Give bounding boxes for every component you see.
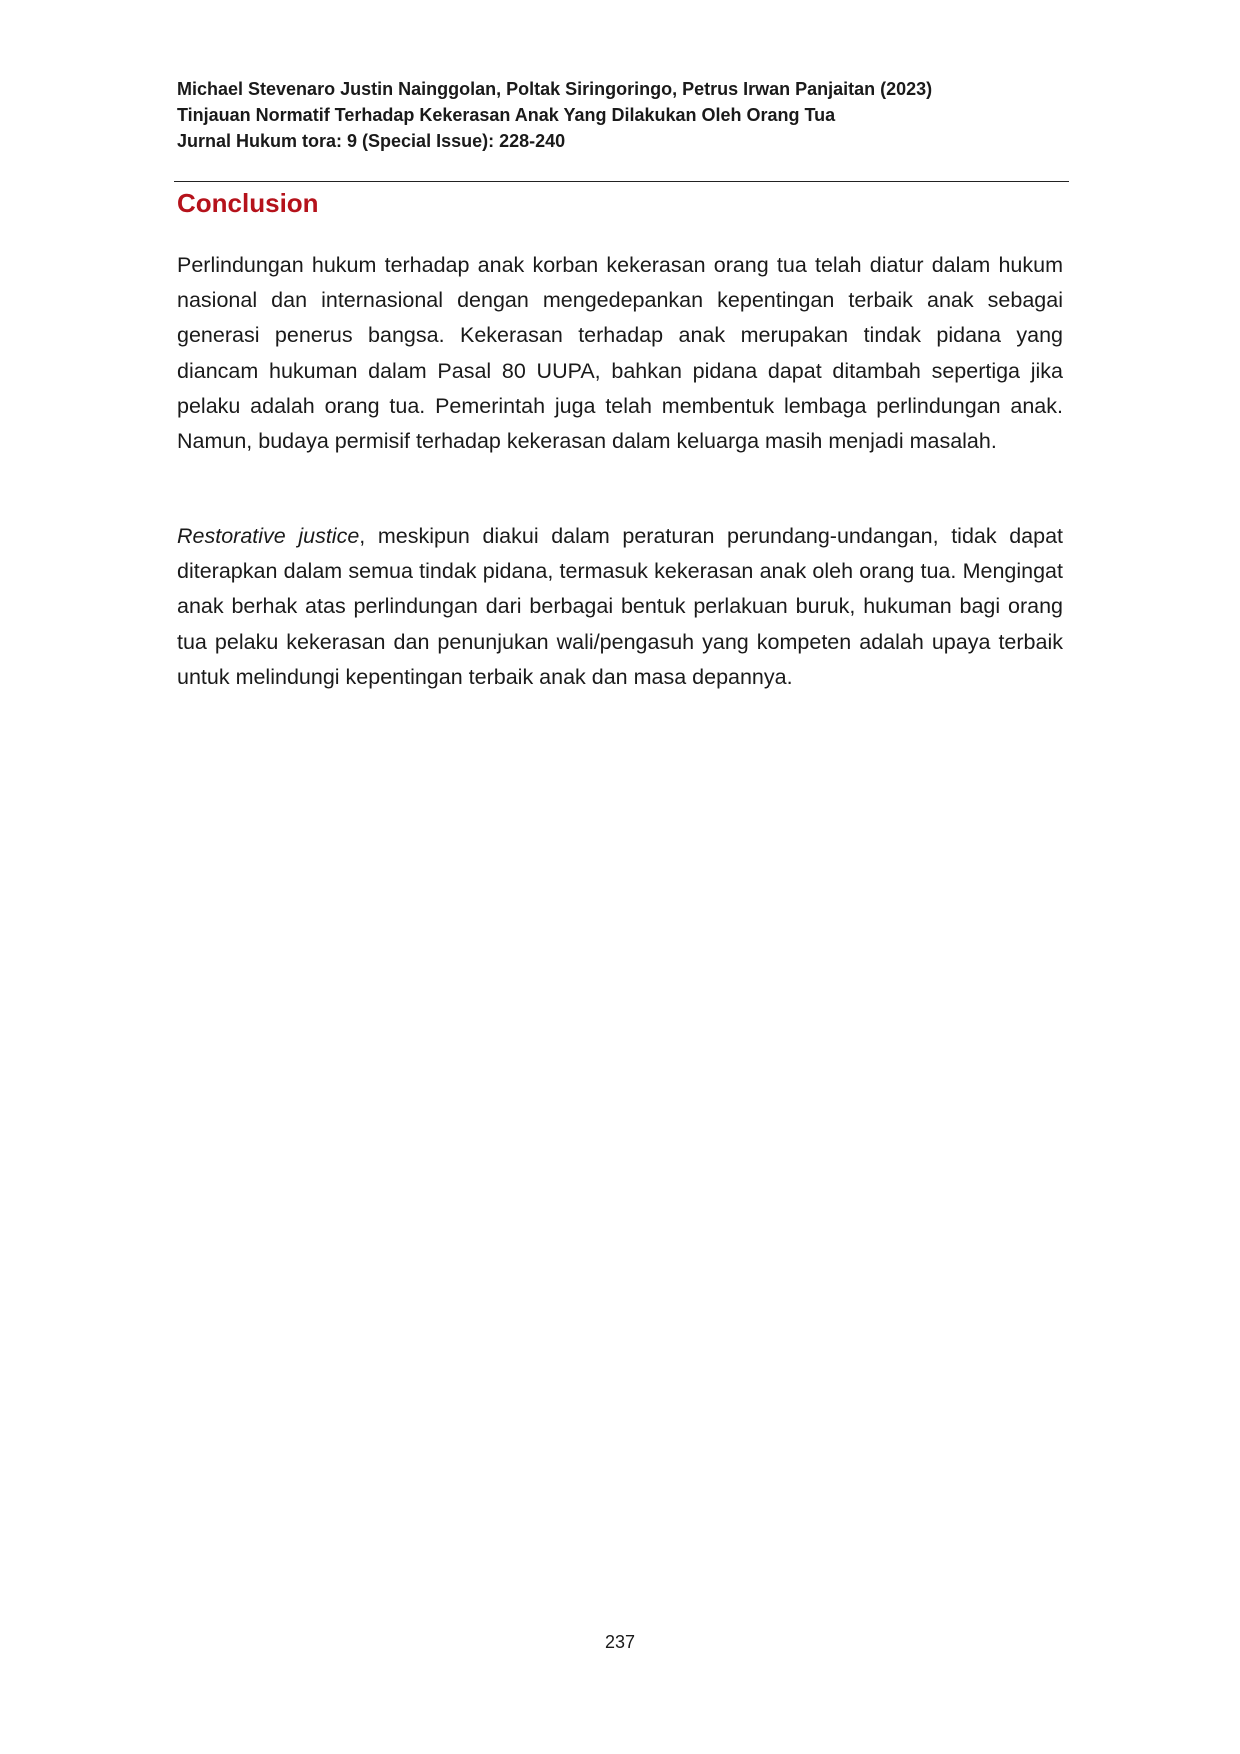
conclusion-paragraph-2 — [177, 519, 1063, 695]
conclusion-paragraph-1: Perlindungan hukum terhadap anak korban kekerasan orang tua telah diatur dalam hukum nasional dan internasional dengan mengedepankan kepentingan terbaik anak sebagai generasi penerus bangsa. Kekerasan terhadap anak merupakan tindak pidana yang diancam hukuman dalam Pasal 80 UUPA, bahkan pidana dapat ditambah sepertiga jika pelaku adalah orang tua. Pemerintah juga telah membentuk lembaga perlindungan anak. Namun, budaya permisif terhadap kekerasan dalam keluarga masih menjadi masalah. — [177, 253, 1063, 454]
header-authors: Michael Stevenaro Justin Nainggolan, Poltak Siringoringo, Petrus Irwan Panjaitan (2023) — [177, 79, 933, 99]
header-journal-citation: Jurnal Hukum tora: 9 (Special Issue): 228-240 — [177, 131, 566, 151]
italic-term: Restorative justice — [177, 524, 360, 548]
header-article-title: Tinjauan Normatif Terhadap Kekerasan Anak Yang Dilakukan Oleh Orang Tua — [177, 105, 836, 125]
running-header — [177, 76, 1077, 154]
header-divider — [174, 181, 1069, 182]
paragraph-2-text: , meskipun diakui dalam peraturan perundang-undangan, tidak dapat diterapkan dalam semua tindak pidana, termasuk kekerasan anak oleh orang tua. Mengingat anak berhak atas perlindungan dari berbagai bentuk perlakuan buruk, hukuman bagi orang tua pelaku kekerasan dan penunjukan wali/pengasuh yang kompeten adalah upaya terbaik untuk melindungi kepentingan terbaik anak dan masa depannya. — [177, 524, 1063, 689]
page-number: 237 — [604, 1632, 636, 1652]
section-title: Conclusion — [177, 188, 319, 218]
